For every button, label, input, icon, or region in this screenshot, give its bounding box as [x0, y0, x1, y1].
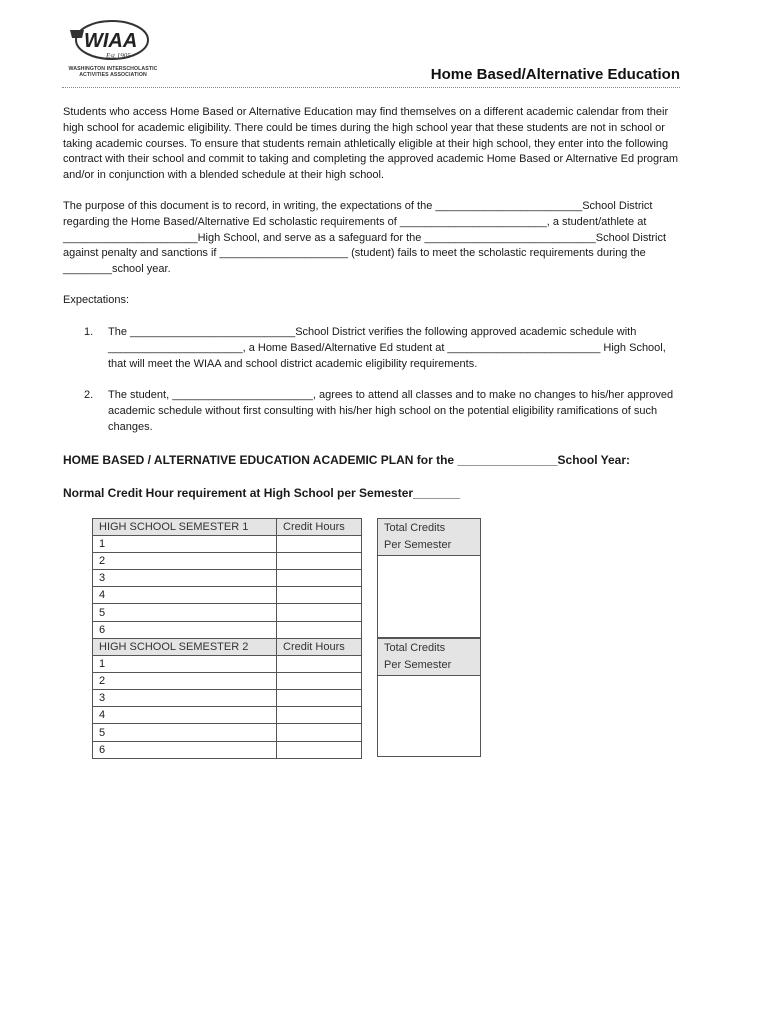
org-name: WASHINGTON INTERSCHOLASTIC ACTIVITIES ASSOCIATION	[68, 66, 158, 78]
credit-heading: Normal Credit Hour requirement at High School per Semester_______	[63, 486, 460, 500]
expectations-label: Expectations:	[63, 294, 130, 306]
credit-cell[interactable]	[277, 707, 362, 724]
plan-heading: HOME BASED / ALTERNATIVE EDUCATION ACADEMIC PLAN for the _______________School Year:	[63, 453, 631, 467]
credit-hours-header: Credit Hours	[277, 639, 362, 656]
credit-cell[interactable]	[277, 570, 362, 587]
credit-cell[interactable]	[277, 604, 362, 621]
credit-cell[interactable]	[277, 741, 362, 758]
totals-header: Total Credits Per Semester	[378, 519, 480, 556]
course-row[interactable]: 5	[93, 604, 277, 621]
intro-paragraph: Students who access Home Based or Alternative Education may find themselves on a different academic calendar from their high school for academic eligibility. There could be times during the high school year that these students are not in school or taking academic courses. To ensure that students remain athletically eligible at their high school, they enter into the following contract with their school and commit to taking and completing the approved academic Home Based or Alternative Ed program and/or in conjunction with a blended schedule at their high school.	[63, 106, 679, 182]
course-row[interactable]: 4	[93, 587, 277, 604]
item-text: The ___________________________School District verifies the following approved academic schedule with ______________________, a Home Based/Alternative Ed student at _________________________ High School, that will meet the WIAA and school district academic eligibility requirements.	[108, 326, 666, 370]
credit-cell[interactable]	[277, 656, 362, 673]
credit-cell[interactable]	[277, 690, 362, 707]
course-row[interactable]: 2	[93, 553, 277, 570]
credit-cell[interactable]	[277, 673, 362, 690]
course-row[interactable]: 1	[93, 656, 277, 673]
semester-2-totals[interactable]	[377, 638, 481, 757]
credit-cell[interactable]	[277, 536, 362, 553]
semester-2-table	[92, 638, 362, 759]
semester-1-totals[interactable]	[377, 518, 481, 638]
credit-hours-header: Credit Hours	[277, 519, 362, 536]
semester-1-label: HIGH SCHOOL SEMESTER 1	[93, 519, 277, 536]
credit-cell[interactable]	[277, 587, 362, 604]
logo-est: Est.1905	[106, 52, 131, 60]
totals-header: Total Credits Per Semester	[378, 639, 480, 676]
credit-cell[interactable]	[277, 553, 362, 570]
course-row[interactable]: 4	[93, 707, 277, 724]
course-row[interactable]: 3	[93, 690, 277, 707]
course-row[interactable]: 6	[93, 621, 277, 638]
purpose-paragraph: The purpose of this document is to record, in writing, the expectations of the ________________________School District regarding the Home Based/Alternative Ed scholastic requirements of ________________________, a student/athlete at ______________________High School, and serve as a safeguard for the ____________________________School District against penalty and sanctions if _____________________ (student) fails to meet the scholastic requirements during the ________school year.	[63, 200, 667, 276]
item-text: The student, _______________________, agrees to attend all classes and to make no changes to his/her approved academic schedule without first consulting with his/her high school on the potential eligibility ramifications of such changes.	[108, 389, 674, 433]
course-row[interactable]: 1	[93, 536, 277, 553]
item-number: 2.	[84, 389, 94, 401]
page-title: Home Based/Alternative Education	[430, 66, 680, 83]
title-divider	[62, 87, 680, 88]
credit-cell[interactable]	[277, 621, 362, 638]
semester-2-label: HIGH SCHOOL SEMESTER 2	[93, 639, 277, 656]
credit-cell[interactable]	[277, 724, 362, 741]
item-number: 1.	[84, 326, 94, 338]
course-row[interactable]: 2	[93, 673, 277, 690]
course-row[interactable]: 5	[93, 724, 277, 741]
course-row[interactable]: 6	[93, 741, 277, 758]
logo-text: WIAA	[84, 30, 138, 52]
semester-1-table	[92, 518, 362, 639]
course-row[interactable]: 3	[93, 570, 277, 587]
